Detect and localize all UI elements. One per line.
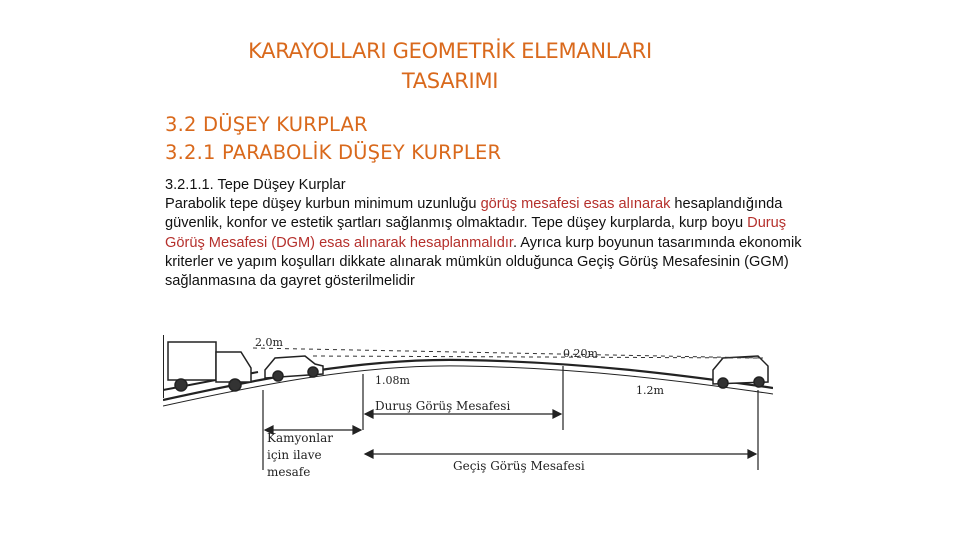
label-stopping-distance: Duruş Görüş Mesafesi <box>375 399 511 413</box>
crest-curve-diagram <box>163 330 773 495</box>
sub-subheading: 3.2.1.1. Tepe Düşey Kurplar <box>165 177 346 193</box>
paragraph-part-1: Parabolik tepe düşey kurbun minimum uzunluğu <box>165 196 481 213</box>
label-eye-height-car: 1.08m <box>375 374 410 387</box>
label-passing-distance: Geçiş Görüş Mesafesi <box>453 459 585 473</box>
title-line-1: KARAYOLLARI GEOMETRİK ELEMANLARI <box>248 39 652 63</box>
passing-distance-arrow <box>365 450 756 458</box>
subsection-heading: 3.2.1 PARABOLİK DÜŞEY KURPLER <box>165 141 502 164</box>
label-eye-height-oncoming: 1.2m <box>636 384 664 397</box>
label-object-height: 0.20m <box>563 347 598 360</box>
highlight-sight-distance: görüş mesafesi esas alınarak <box>480 196 671 213</box>
label-truck-extra-3: mesafe <box>267 465 311 479</box>
label-truck-extra-1: Kamyonlar <box>267 431 333 445</box>
car-icon <box>265 356 323 381</box>
paragraph-part-2: hesaplandığında güvenlik, konfor ve estetik şartları sağlanmış olmaktadır. Tepe düşey kurplarda, kurp boyu <box>165 196 783 232</box>
paragraph-part-3: . Ayrıca kurp boyunun tasarımında ekonomik kriterler ve yapım koşulları dikkate alınarak mümkün olduğunca Geçiş Görüş Mesafesinin (GGM) sağlanmasına da gayret gösterilmelidir <box>165 234 802 290</box>
body-text <box>165 176 815 291</box>
title-line-2: TASARIMI <box>401 69 499 93</box>
section-heading: 3.2 DÜŞEY KURPLAR <box>165 113 368 136</box>
truck-icon <box>168 342 251 391</box>
oncoming-car-icon <box>713 356 768 388</box>
highlight-stopping-distance: Duruş Görüş Mesafesi (DGM) esas alınarak hesaplanmalıdır <box>165 215 787 251</box>
label-truck-height: 2.0m <box>255 336 283 349</box>
label-truck-extra-2: için ilave <box>267 448 322 462</box>
sight-lines <box>253 348 763 358</box>
slide-title <box>150 36 750 96</box>
